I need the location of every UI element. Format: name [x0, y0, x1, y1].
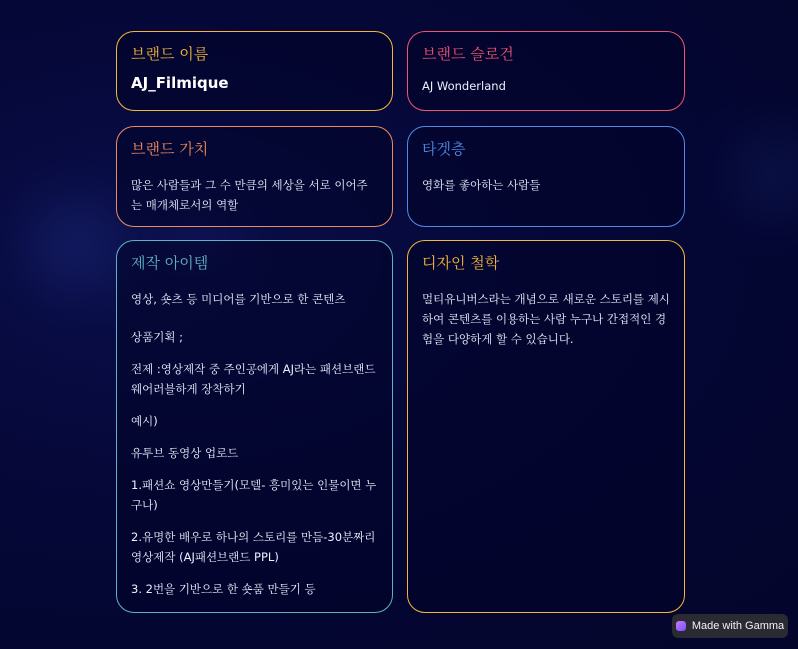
background-glow — [30, 200, 120, 290]
background-glow — [740, 140, 798, 210]
brand-value-text: 많은 사람들과 그 수 만큼의 세상을 서로 이어주는 매개체로서의 역할 — [131, 178, 368, 212]
production-line: 3. 2번을 기반으로 한 숏품 만들기 등 — [131, 582, 316, 596]
design-text: 멀티유니버스라는 개념으로 새로운 스토리를 제시하여 콘텐츠를 이용하는 사람 누구나 간접적인 경험을 다양하게 할 수 있습니다. — [422, 292, 670, 346]
target-card — [407, 126, 685, 227]
gamma-logo-icon — [676, 621, 686, 631]
brand-slogan-value: AJ Wonderland — [422, 79, 506, 93]
production-line: 1.패션쇼 영상만들기(모델- 흥미있는 인물이면 누구나) — [131, 478, 377, 512]
made-with-gamma-badge[interactable] — [672, 614, 788, 638]
production-line: 2.유명한 배우로 하나의 스토리를 만듬-30분짜리 영상제작 (AJ패션브랜드 PPL) — [131, 530, 376, 564]
badge-label: Made with Gamma — [691, 620, 785, 632]
card-title: 제작 아이템 — [131, 254, 209, 272]
production-line: 유투브 동영상 업로드 — [131, 446, 239, 460]
target-text: 영화를 좋아하는 사람들 — [422, 178, 541, 192]
production-line: 예시) — [131, 414, 158, 428]
brand-value-card — [116, 126, 393, 227]
design-philosophy-card — [407, 240, 685, 613]
card-title: 타겟층 — [422, 140, 466, 158]
production-body — [131, 289, 378, 599]
brand-name-card — [116, 31, 393, 111]
production-card — [116, 240, 393, 613]
card-title: 디자인 철학 — [422, 254, 500, 272]
card-title: 브랜드 이름 — [131, 45, 209, 63]
brand-slogan-card — [407, 31, 685, 111]
card-title: 브랜드 가치 — [131, 140, 209, 158]
brand-name-value: AJ_Filmique — [131, 74, 229, 92]
card-title: 브랜드 슬로건 — [422, 45, 514, 63]
production-line: 영상, 숏츠 등 미디어를 기반으로 한 콘텐츠 — [131, 292, 346, 306]
production-line: 전제 :영상제작 중 주인공에게 AJ라는 패션브랜드 웨어러블하게 장착하기 — [131, 362, 376, 396]
production-line: 상품기획 ; — [131, 330, 183, 344]
